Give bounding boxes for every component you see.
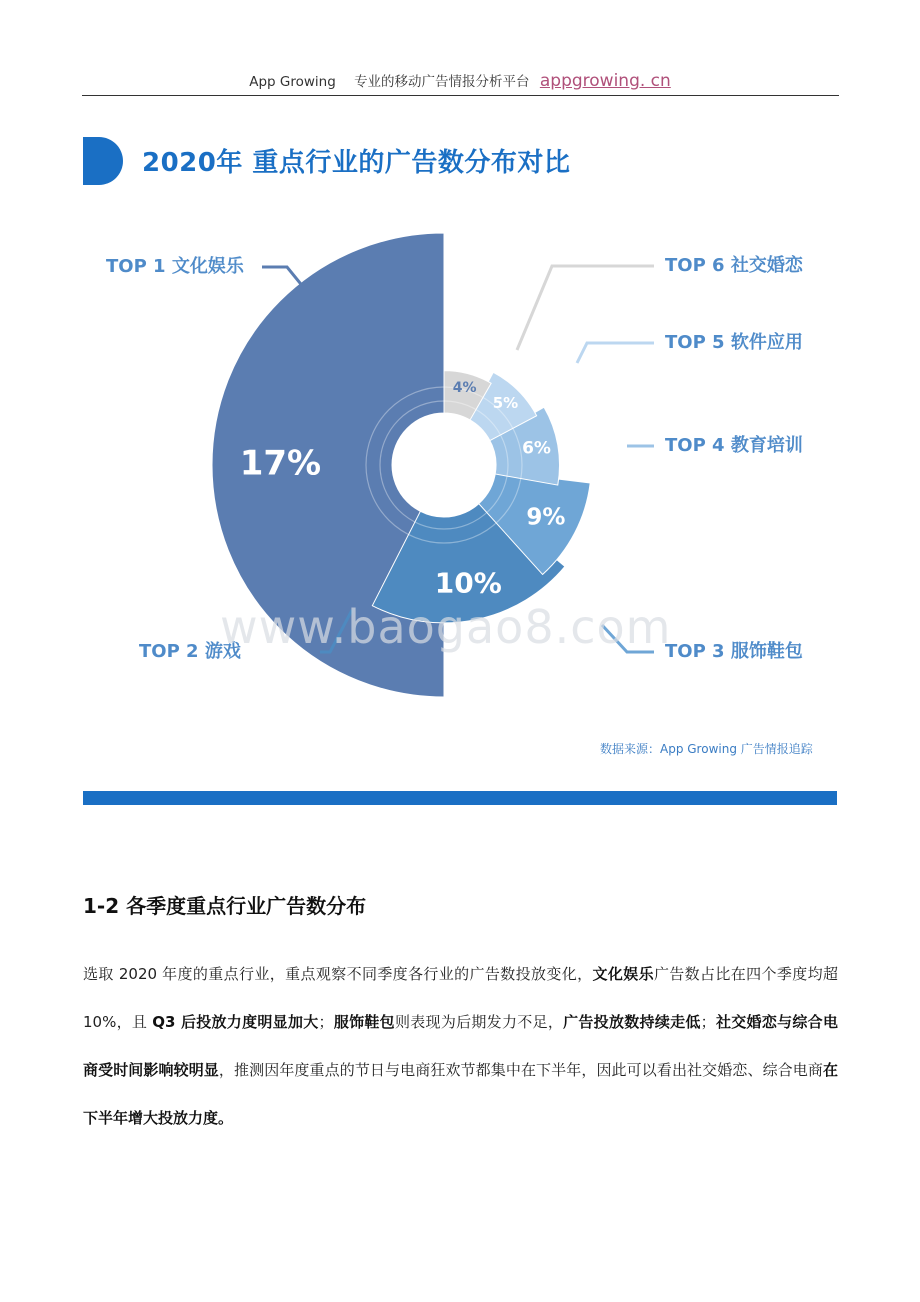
paragraph-bold-run: 文化娱乐 xyxy=(592,965,654,983)
paragraph-run: 广告数占比在四个季度均超 10%，且 xyxy=(83,965,838,1031)
category-label-1: TOP 1 文化娱乐 xyxy=(106,256,244,277)
section-title: 1-2 各季度重点行业广告数分布 xyxy=(83,894,367,918)
category-label-4: TOP 4 教育培训 xyxy=(665,435,803,456)
paragraph-bold-run: 服饰鞋包 xyxy=(333,1013,395,1031)
value-label-5: 5% xyxy=(492,394,519,413)
header-rule xyxy=(82,95,839,96)
header-link[interactable]: appgrowing. cn xyxy=(539,71,671,91)
paragraph-run: ； xyxy=(700,1013,716,1031)
paragraph-run: ； xyxy=(318,1013,334,1031)
paragraph-bold-run: 广告投放数持续走低 xyxy=(563,1013,701,1031)
section-divider-bar xyxy=(83,791,837,805)
header-brand: App Growing xyxy=(249,74,336,90)
donut-hole xyxy=(392,413,496,517)
paragraph-run: 选取 2020 年度的重点行业，重点观察不同季度各行业的广告数投放变化， xyxy=(83,965,593,983)
section-paragraph xyxy=(83,950,838,1142)
leader-line-6 xyxy=(517,266,654,350)
header-tagline: 专业的移动广告情报分析平台 xyxy=(354,74,530,90)
category-label-3: TOP 3 服饰鞋包 xyxy=(665,641,803,662)
paragraph-bold-run: Q3 后投放力度明显加大 xyxy=(152,1013,319,1031)
value-label-6: 4% xyxy=(452,379,477,396)
paragraph-run: ，推测因年度重点的节日与电商狂欢节都集中在下半年，因此可以看出社交婚恋、综合电商 xyxy=(218,1061,823,1079)
data-source: 数据来源：App Growing 广告情报追踪 xyxy=(600,742,813,756)
paragraph-bold-run: 社交婚恋与综合电商受时间影响较明显 xyxy=(83,1013,838,1079)
figure-title: 2020年 重点行业的广告数分布对比 xyxy=(142,148,571,178)
watermark-text: www.baogao8.com xyxy=(220,600,672,654)
paragraph-run: 则表现为后期发力不足， xyxy=(394,1013,564,1031)
value-label-1: 17% xyxy=(239,443,322,484)
category-label-5: TOP 5 软件应用 xyxy=(665,332,803,353)
title-marker xyxy=(83,137,123,185)
paragraph-bold-run: 在下半年增大投放力度。 xyxy=(83,1061,838,1127)
category-label-2: TOP 2 游戏 xyxy=(139,641,241,662)
category-label-6: TOP 6 社交婚恋 xyxy=(665,255,803,276)
value-label-2: 10% xyxy=(434,566,502,600)
value-label-3: 9% xyxy=(526,504,566,531)
leader-line-5 xyxy=(577,343,654,363)
page-header xyxy=(0,70,920,91)
value-label-4: 6% xyxy=(522,438,551,459)
